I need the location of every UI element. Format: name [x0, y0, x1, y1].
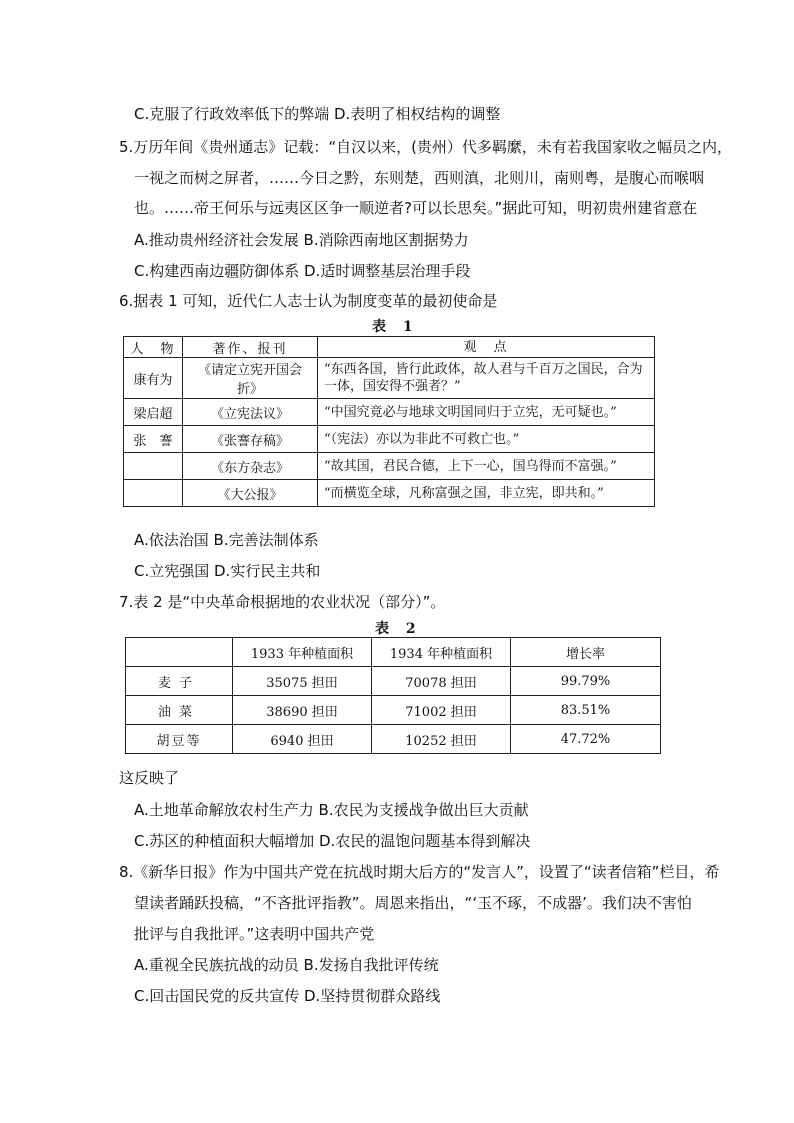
table-header-cell: 增长率 — [511, 638, 661, 667]
question-5-options-cd: C.构建西南边疆防御体系 D.适时调整基层治理手段 — [134, 262, 471, 280]
table-cell-1934: 10252 担田 — [372, 725, 511, 754]
table-header-row — [126, 638, 661, 667]
table-1-caption: 表 1 — [372, 319, 419, 335]
question-7-tail: 这反映了 — [119, 769, 180, 787]
table-row — [126, 725, 661, 754]
table-cell-work: 《张謇存稿》 — [183, 426, 318, 453]
question-5-stem-line-2: 一视之而树之屏者，……今日之黔，东则楚，西则滇，北则川，南则粤，是腹心而喉咽 — [134, 169, 705, 187]
table-cell-work: 《大公报》 — [183, 480, 318, 507]
table-cell-person: 张 謇 — [124, 426, 183, 453]
table-cell-view: “故其国，君民合德，上下一心，国乌得而不富强。” — [318, 453, 655, 480]
table-row — [124, 399, 655, 426]
table-cell-1934: 71002 担田 — [372, 696, 511, 725]
table-cell-crop: 麦子 — [126, 667, 233, 696]
table-header-cell: 1933 年种植面积 — [233, 638, 372, 667]
table-header-cell: 观 点 — [318, 337, 655, 358]
table-2-caption: 表 2 — [375, 621, 422, 637]
table-cell-work: 《请定立宪开国会折》 — [183, 358, 318, 399]
question-8-options-cd: C.回击国民党的反共宣传 D.坚持贯彻群众路线 — [134, 987, 441, 1005]
question-8-stem-line-2: 望读者踊跃投稿，“不吝批评指教”。周恩来指出，“‘玉不琢，不成器’。我们决不害怕 — [134, 894, 692, 912]
table-cell-1933: 38690 担田 — [233, 696, 372, 725]
table-cell-view: “中国究竟必与地球文明国同归于立宪，无可疑也。” — [318, 399, 655, 426]
question-7-options-cd: C.苏区的种植面积大幅增加 D.农民的温饱问题基本得到解决 — [134, 832, 531, 850]
table-1 — [123, 336, 655, 507]
table-cell-person — [124, 480, 183, 507]
question-5-options-ab: A.推动贵州经济社会发展 B.消除西南地区割据势力 — [134, 231, 469, 249]
table-cell-crop: 油菜 — [126, 696, 233, 725]
question-5-stem-line-1: 5.万历年间《贵州通志》记载：“自汉以来，(贵州）代多羁縻，未有若我国家收之幅员之内， — [119, 138, 732, 156]
table-cell-view: “（宪法）亦以为非此不可救亡也。” — [318, 426, 655, 453]
table-header-cell: 1934 年种植面积 — [372, 638, 511, 667]
table-header-cell — [126, 638, 233, 667]
table-row — [126, 696, 661, 725]
table-row — [124, 453, 655, 480]
table-cell-rate: 99.79% — [511, 667, 661, 696]
table-cell-person: 康有为 — [124, 358, 183, 399]
table-row — [126, 667, 661, 696]
table-header-cell: 人 物 — [124, 337, 183, 358]
table-cell-rate: 83.51% — [511, 696, 661, 725]
question-4-options-cd: C.克服了行政效率低下的弊端 D.表明了相权结构的调整 — [134, 105, 501, 123]
table-cell-view: “东西各国，皆行此政体，故人君与千百万之国民，合为一体，国安得不强者？” — [318, 358, 655, 399]
table-cell-1933: 35075 担田 — [233, 667, 372, 696]
table-row — [124, 480, 655, 507]
question-6-options-cd: C.立宪强国 D.实行民主共和 — [134, 562, 321, 580]
table-cell-1934: 70078 担田 — [372, 667, 511, 696]
table-cell-crop: 胡豆等 — [126, 725, 233, 754]
table-cell-work: 《东方杂志》 — [183, 453, 318, 480]
question-7-options-ab: A.土地革命解放农村生产力 B.农民为支援战争做出巨大贡献 — [134, 801, 529, 819]
table-2 — [125, 637, 661, 754]
question-8-stem-line-1: 8.《新华日报》作为中国共产党在抗战时期大后方的“发言人”，设置了“读者信箱”栏目，希 — [119, 863, 720, 881]
question-8-options-ab: A.重视全民族抗战的动员 B.发扬自我批评传统 — [134, 956, 439, 974]
table-cell-rate: 47.72% — [511, 725, 661, 754]
table-cell-person: 梁启超 — [124, 399, 183, 426]
table-row — [124, 358, 655, 399]
table-cell-work: 《立宪法议》 — [183, 399, 318, 426]
table-header-row — [124, 337, 655, 358]
table-row — [124, 426, 655, 453]
question-8-stem-line-3: 批评与自我批评。”这表明中国共产党 — [134, 925, 375, 943]
table-cell-view: “而横览全球，凡称富强之国，非立宪，即共和。” — [318, 480, 655, 507]
question-6-options-ab: A.依法治国 B.完善法制体系 — [134, 531, 319, 549]
table-header-cell: 著作、报刊 — [183, 337, 318, 358]
table-cell-1933: 6940 担田 — [233, 725, 372, 754]
question-7-stem: 7.表 2 是“中央革命根据地的农业状况（部分）”。 — [119, 593, 446, 611]
question-5-stem-line-3: 也。……帝王何乐与远夷区区争一顺逆者?可以长思矣。”据此可知，明初贵州建省意在 — [134, 199, 698, 217]
question-6-stem: 6.据表 1 可知，近代仁人志士认为制度变革的最初使命是 — [119, 292, 498, 310]
table-cell-person — [124, 453, 183, 480]
